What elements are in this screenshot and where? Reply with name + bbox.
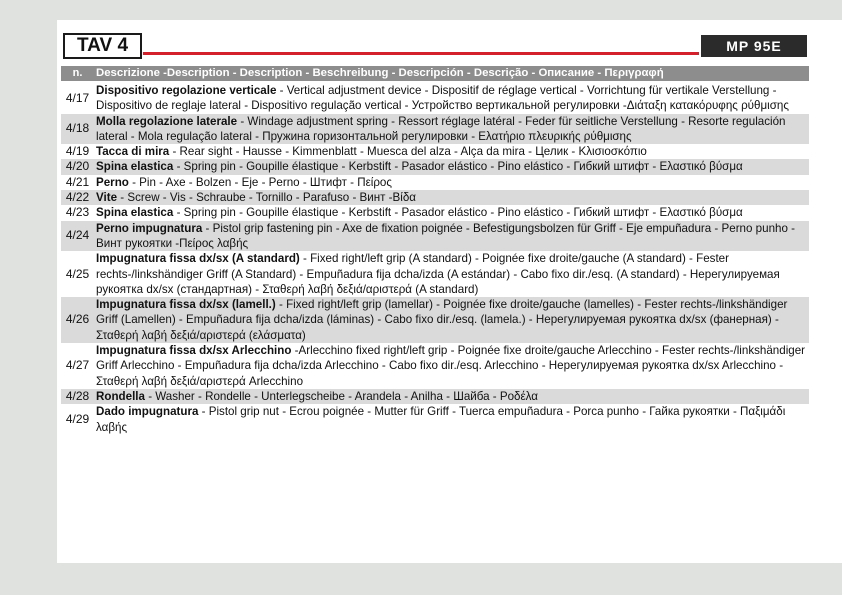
part-name: Perno [96,175,129,189]
part-description [94,83,809,114]
part-translations: - Windage adjustment spring - Ressort réglage latéral - Feder für seitliche Verstellung - Resorte regulación lateral - Mola regulação lateral - Пружина горизонтальной регулировки - Ελατήριο πλευρικής ρύθμισης [96,114,786,143]
part-name: Perno impugnatura [96,221,203,235]
part-translations: - Pin - Axe - Bolzen - Eje - Perno - Штифт - Πείρος [128,175,392,189]
table-row [61,297,809,343]
part-number: 4/27 [65,358,90,373]
part-translations: - Fixed right/left grip (lamellar) - Poignée fixe droite/gauche (lamelles) - Fester rechts-/linkshändiger Griff (Lamellen) - Empuñadura fija dcha/izda (láminas) - Cabo fixo dir./esq. (lamela.) - Нерегулируемая рукоятка dx/sx (фанерная) - Σταθερή λαβή δεξιά/αριστερά (ελάσματα) [96,298,788,342]
table-row [61,114,809,145]
table-row [61,144,809,159]
part-description [94,404,809,435]
part-number: 4/20 [65,159,90,174]
part-number: 4/29 [65,411,90,426]
part-name: Rondella [96,389,145,403]
table-row [61,343,809,389]
part-number: 4/17 [65,90,90,105]
part-description [94,190,809,205]
part-translations: - Spring pin - Goupille élastique - Kerbstift - Pasador elástico - Pino elástico - Гибкий штифт - Ελαστικό βύσμα [173,206,743,220]
part-name: Tacca di mira [96,145,170,159]
table-row [61,389,809,404]
part-number: 4/19 [65,144,90,159]
part-translations: - Pistol grip nut - Ecrou poignée - Mutter für Griff - Tuerca empuñadura - Porca punho - Гайка рукоятки - Παξιμάδι λαβής [96,405,786,434]
part-description [94,221,809,252]
table-row [61,175,809,190]
part-name: Spina elastica [96,206,174,220]
part-name: Impugnatura fissa dx/sx Arlecchino [96,344,292,358]
part-description [94,205,809,220]
part-name: Impugnatura fissa dx/sx (lamell.) [96,298,276,312]
part-translations: -Arlecchino fixed right/left grip - Poignée fixe droite/gauche Arlecchino - Fester rechts-/linkshändiger Griff Arlecchino - Empuñadura fija dcha/izda Arlecchino - Cabo fixo dir./esq. Arlecchino - Нерегулируемая рукоятка dx/sx Arlecchino - Σταθερή λαβή δεξιά/αριστερά Arlecchino [96,344,806,388]
table-row [61,190,809,205]
model-badge: MP 95E [701,35,807,57]
table-header [61,66,809,81]
part-description [94,175,809,190]
part-number: 4/24 [65,228,90,243]
part-description [94,159,809,174]
part-number: 4/28 [65,388,90,403]
table-row [61,404,809,435]
table-row [61,221,809,252]
header-rule [143,52,699,55]
column-header-description: Descrizione -Description - Description - Beschreibung - Descripción - Descrição - Описание - Περιγραφή [96,67,664,79]
part-name: Dado impugnatura [96,405,199,419]
table-number-label: TAV 4 [63,33,142,59]
parts-table [61,66,809,435]
part-description [94,114,809,145]
document-page [57,20,842,563]
part-number: 4/26 [65,312,90,327]
part-translations: - Spring pin - Goupille élastique - Kerbstift - Pasador elástico - Pino elástico - Гибкий штифт - Ελαστικό βύσμα [173,160,743,174]
column-header-number: n. [72,67,83,79]
table-row [61,83,809,114]
part-number: 4/25 [65,266,90,281]
part-name: Vite [96,191,118,205]
part-name: Dispositivo regolazione verticale [96,84,277,97]
part-number: 4/21 [65,174,90,189]
part-translations: - Pistol grip fastening pin - Axe de fixation poignée - Befestigungsbolzen für Griff - Eje empuñadura - Perno punho - Винт рукоятки -Πείρος λαβής [96,221,795,250]
part-description [94,389,809,404]
part-description [94,297,809,343]
part-translations: - Rear sight - Hausse - Kimmenblatt - Muesca del alza - Alça da mira - Целик - Κλισιοσκόπιο [169,145,647,159]
part-translations: - Washer - Rondelle - Unterlegscheibe - Arandela - Anilha - Шайба - Ροδέλα [144,389,539,403]
part-description [94,343,809,389]
part-translations: - Screw - Vis - Schraube - Tornillo - Parafuso - Винт -Βίδα [117,191,417,205]
table-row [61,205,809,220]
part-number: 4/23 [65,205,90,220]
part-number: 4/22 [65,190,90,205]
part-number: 4/18 [65,121,90,136]
part-name: Molla regolazione laterale [96,114,238,128]
table-row [61,251,809,297]
part-name: Spina elastica [96,160,174,174]
part-description [94,144,809,159]
part-name: Impugnatura fissa dx/sx (A standard) [96,252,300,266]
table-row [61,159,809,174]
part-description [94,251,809,297]
part-translations: - Fixed right/left grip (A standard) - Poignée fixe droite/gauche (A standard) - Fester rechts-/linkshändiger Griff (A Standard) - Empuñadura fija dcha/izda (A estándar) - Cabo fixo dir./esq. (A standard) - Нерегулируемая рукоятка dx/sx (стандартная) - Σταθερή λαβή δεξιά/αριστερά (A standard) [96,252,780,296]
part-translations: - Vertical adjustment device - Dispositif de réglage vertical - Vorrichtung für vertikale Verstellung - Dispositivo de reglaje lateral - Dispositivo regulação vertical - Устройство вертикальной регулировки -Διάταξη κατακόρυφης ρύθμισης [96,84,789,113]
